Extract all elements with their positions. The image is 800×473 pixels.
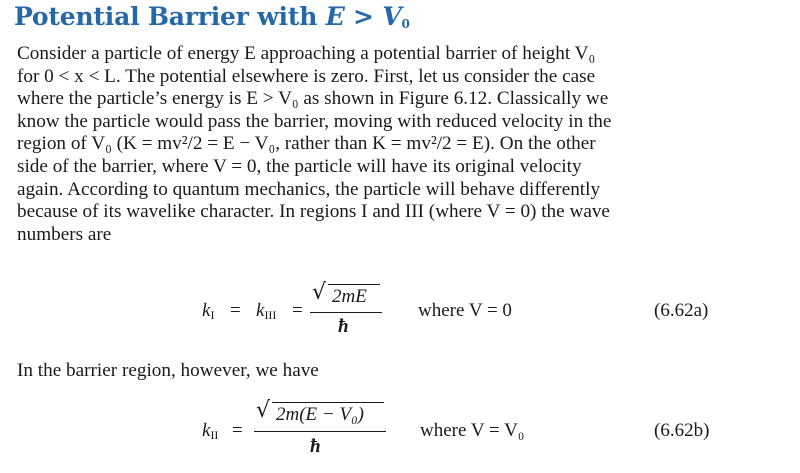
paragraph-line: numbers are (17, 223, 112, 245)
eq-a-denominator: ħ (338, 316, 349, 337)
paragraph-line: Consider a particle of energy E approaching a potential barrier of height V₀ (17, 43, 596, 64)
eq-b-equals: = (232, 420, 243, 441)
paragraph-line: side of the barrier, where V = 0, the particle will have its original velocity (17, 155, 582, 177)
sqrt-icon: √ (312, 280, 327, 305)
eq-b-condition: where V = V₀ (420, 420, 525, 441)
paragraph-line: know the particle would pass the barrier, moving with reduced velocity in the (17, 110, 612, 132)
paragraph-line: again. According to quantum mechanics, the particle will behave differently (17, 178, 601, 200)
radical-overline (272, 402, 384, 403)
eq-b-number: (6.62b) (654, 420, 710, 441)
eq-b-lhs: $k_{II}$ (202, 420, 219, 442)
paragraph-line: region of V₀ (K = mv²/2 = E − V₀, rather than K = mv²/2 = E). On the other (17, 133, 596, 155)
heading-prefix: Potential Barrier with (14, 2, 326, 31)
paragraph-line: for 0 < x < L. The potential elsewhere is zero. First, let us consider the case (17, 65, 596, 87)
paragraph-line: where the particle’s energy is E > V₀ as shown in Figure 6.12. Classically we (17, 88, 609, 110)
eq-a-fraction-bar (310, 312, 382, 313)
paragraph-line: because of its wavelike character. In regions I and III (where V = 0) the wave (17, 201, 610, 223)
heading-energy-symbol: E (325, 2, 345, 31)
eq-b-denominator: ħ (310, 436, 321, 457)
equation-6-62b (0, 396, 800, 466)
sqrt-icon: √ (256, 398, 271, 423)
eq-b-fraction-bar (254, 431, 386, 432)
eq-a-condition: where V = 0 (418, 300, 512, 321)
eq-b-numerator: 2m(E − V₀) (276, 404, 365, 425)
heading-potential-symbol: V (382, 2, 402, 31)
between-text: In the barrier region, however, we have (17, 360, 319, 381)
eq-a-equals-2: = (292, 300, 303, 321)
eq-a-equals-1: = (230, 300, 241, 321)
intro-paragraph (17, 43, 737, 246)
radical-overline (328, 284, 380, 285)
section-heading (14, 2, 410, 31)
eq-a-lhs: $k_I$ (202, 300, 215, 322)
eq-a-mid: $k_{III}$ (256, 300, 277, 322)
eq-a-number: (6.62a) (654, 300, 709, 321)
equation-6-62a (0, 278, 800, 338)
heading-subscript: 0 (401, 17, 410, 31)
heading-gt: > (344, 2, 383, 31)
eq-a-numerator: 2mE (332, 286, 367, 307)
